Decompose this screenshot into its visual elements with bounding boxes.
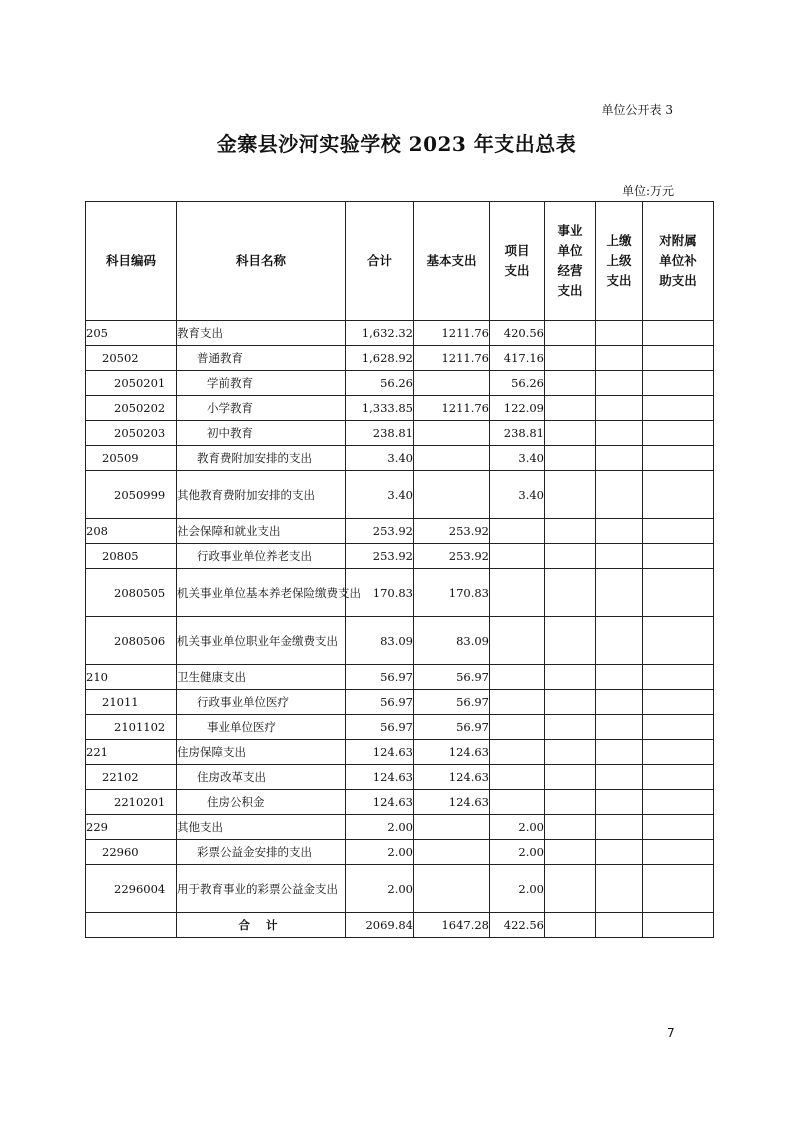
row-name: 事业单位医疗	[177, 715, 346, 740]
row-project	[490, 740, 545, 765]
row-name: 教育支出	[177, 321, 346, 346]
table-row	[86, 617, 714, 665]
table-row	[86, 790, 714, 815]
row-name: 教育费附加安排的支出	[177, 446, 346, 471]
header-total: 合计	[346, 202, 414, 321]
row-total: 170.83	[346, 569, 414, 617]
row-project	[490, 765, 545, 790]
table-row	[86, 665, 714, 690]
row-project: 420.56	[490, 321, 545, 346]
row-total: 253.92	[346, 519, 414, 544]
row-project	[490, 617, 545, 665]
row-project	[490, 544, 545, 569]
row-basic: 56.97	[414, 665, 490, 690]
row-name: 住房公积金	[177, 790, 346, 815]
row-basic	[414, 815, 490, 840]
header-basic: 基本支出	[414, 202, 490, 321]
total-row	[86, 913, 714, 938]
expenditure-table	[85, 201, 714, 938]
row-code: 20509	[86, 446, 177, 471]
row-name: 卫生健康支出	[177, 665, 346, 690]
row-project	[490, 790, 545, 815]
row-code: 208	[86, 519, 177, 544]
row-project	[490, 519, 545, 544]
row-code: 210	[86, 665, 177, 690]
table-row	[86, 765, 714, 790]
page-number: 7	[667, 1026, 675, 1040]
row-project: 238.81	[490, 421, 545, 446]
table-row	[86, 346, 714, 371]
row-basic: 56.97	[414, 715, 490, 740]
row-total: 124.63	[346, 740, 414, 765]
row-code: 2101102	[86, 715, 177, 740]
row-name: 其他教育费附加安排的支出	[177, 471, 346, 519]
row-total: 2.00	[346, 840, 414, 865]
header-business: 事业 单位 经营 支出	[545, 202, 596, 321]
row-project	[490, 569, 545, 617]
header-subsidy: 对附属 单位补 助支出	[643, 202, 714, 321]
row-name: 学前教育	[177, 371, 346, 396]
row-total: 56.97	[346, 715, 414, 740]
row-basic	[414, 371, 490, 396]
row-code: 2080506	[86, 617, 177, 665]
row-code: 2080505	[86, 569, 177, 617]
row-total: 3.40	[346, 446, 414, 471]
table-row	[86, 519, 714, 544]
row-project: 3.40	[490, 471, 545, 519]
total-label: 合 计	[177, 913, 346, 938]
row-code: 2050201	[86, 371, 177, 396]
row-basic: 253.92	[414, 544, 490, 569]
row-code: 22102	[86, 765, 177, 790]
row-code: 21011	[86, 690, 177, 715]
row-project: 2.00	[490, 865, 545, 913]
unit-label: 单位:万元	[621, 184, 674, 198]
row-name: 机关事业单位职业年金缴费支出	[177, 617, 346, 665]
row-project: 417.16	[490, 346, 545, 371]
row-basic: 56.97	[414, 690, 490, 715]
row-basic	[414, 865, 490, 913]
row-project	[490, 715, 545, 740]
row-project	[490, 690, 545, 715]
table-row	[86, 544, 714, 569]
row-basic	[414, 446, 490, 471]
table-row	[86, 396, 714, 421]
row-name: 小学教育	[177, 396, 346, 421]
total-basic: 1647.28	[414, 913, 490, 938]
table-row	[86, 840, 714, 865]
header-upper: 上缴 上级 支出	[596, 202, 643, 321]
row-basic: 124.63	[414, 765, 490, 790]
header-row	[86, 202, 714, 321]
row-total: 56.97	[346, 690, 414, 715]
table-row	[86, 446, 714, 471]
row-name: 其他支出	[177, 815, 346, 840]
row-total: 124.63	[346, 790, 414, 815]
row-basic: 253.92	[414, 519, 490, 544]
row-code: 205	[86, 321, 177, 346]
row-project: 56.26	[490, 371, 545, 396]
row-total: 1,632.32	[346, 321, 414, 346]
row-code: 221	[86, 740, 177, 765]
table-row	[86, 471, 714, 519]
row-total: 1,628.92	[346, 346, 414, 371]
row-basic: 124.63	[414, 790, 490, 815]
row-total: 124.63	[346, 765, 414, 790]
row-total: 238.81	[346, 421, 414, 446]
row-total: 2.00	[346, 865, 414, 913]
total-total: 2069.84	[346, 913, 414, 938]
page-title: 金寨县沙河实验学校 2023 年支出总表	[216, 132, 577, 156]
row-code: 2296004	[86, 865, 177, 913]
row-code: 2050203	[86, 421, 177, 446]
header-code: 科目编码	[86, 202, 177, 321]
row-basic: 1211.76	[414, 346, 490, 371]
header-project: 项目 支出	[490, 202, 545, 321]
row-name: 社会保障和就业支出	[177, 519, 346, 544]
row-project: 3.40	[490, 446, 545, 471]
row-project	[490, 665, 545, 690]
row-basic: 83.09	[414, 617, 490, 665]
row-name: 行政事业单位医疗	[177, 690, 346, 715]
form-number: 单位公开表 3	[601, 103, 673, 117]
row-total: 1,333.85	[346, 396, 414, 421]
row-total: 3.40	[346, 471, 414, 519]
row-name: 普通教育	[177, 346, 346, 371]
row-basic: 1211.76	[414, 321, 490, 346]
row-total: 56.97	[346, 665, 414, 690]
row-code: 229	[86, 815, 177, 840]
row-basic	[414, 471, 490, 519]
row-basic	[414, 840, 490, 865]
header-name: 科目名称	[177, 202, 346, 321]
table-row	[86, 815, 714, 840]
row-name: 彩票公益金安排的支出	[177, 840, 346, 865]
row-basic: 124.63	[414, 740, 490, 765]
table-row	[86, 569, 714, 617]
row-basic	[414, 421, 490, 446]
table-row	[86, 715, 714, 740]
table-row	[86, 321, 714, 346]
row-name: 初中教育	[177, 421, 346, 446]
total-project: 422.56	[490, 913, 545, 938]
row-basic: 170.83	[414, 569, 490, 617]
row-total: 56.26	[346, 371, 414, 396]
table-row	[86, 865, 714, 913]
row-code: 2050202	[86, 396, 177, 421]
row-name: 机关事业单位基本养老保险缴费支出	[177, 569, 346, 617]
row-name: 住房改革支出	[177, 765, 346, 790]
row-project: 2.00	[490, 815, 545, 840]
row-total: 83.09	[346, 617, 414, 665]
table-row	[86, 421, 714, 446]
table-row	[86, 740, 714, 765]
row-code: 2210201	[86, 790, 177, 815]
row-name: 用于教育事业的彩票公益金支出	[177, 865, 346, 913]
row-name: 行政事业单位养老支出	[177, 544, 346, 569]
row-basic: 1211.76	[414, 396, 490, 421]
row-code: 20502	[86, 346, 177, 371]
row-name: 住房保障支出	[177, 740, 346, 765]
row-code: 22960	[86, 840, 177, 865]
row-total: 2.00	[346, 815, 414, 840]
row-code: 2050999	[86, 471, 177, 519]
row-project: 2.00	[490, 840, 545, 865]
row-project: 122.09	[490, 396, 545, 421]
row-total: 253.92	[346, 544, 414, 569]
table-row	[86, 690, 714, 715]
row-code: 20805	[86, 544, 177, 569]
table-row	[86, 371, 714, 396]
